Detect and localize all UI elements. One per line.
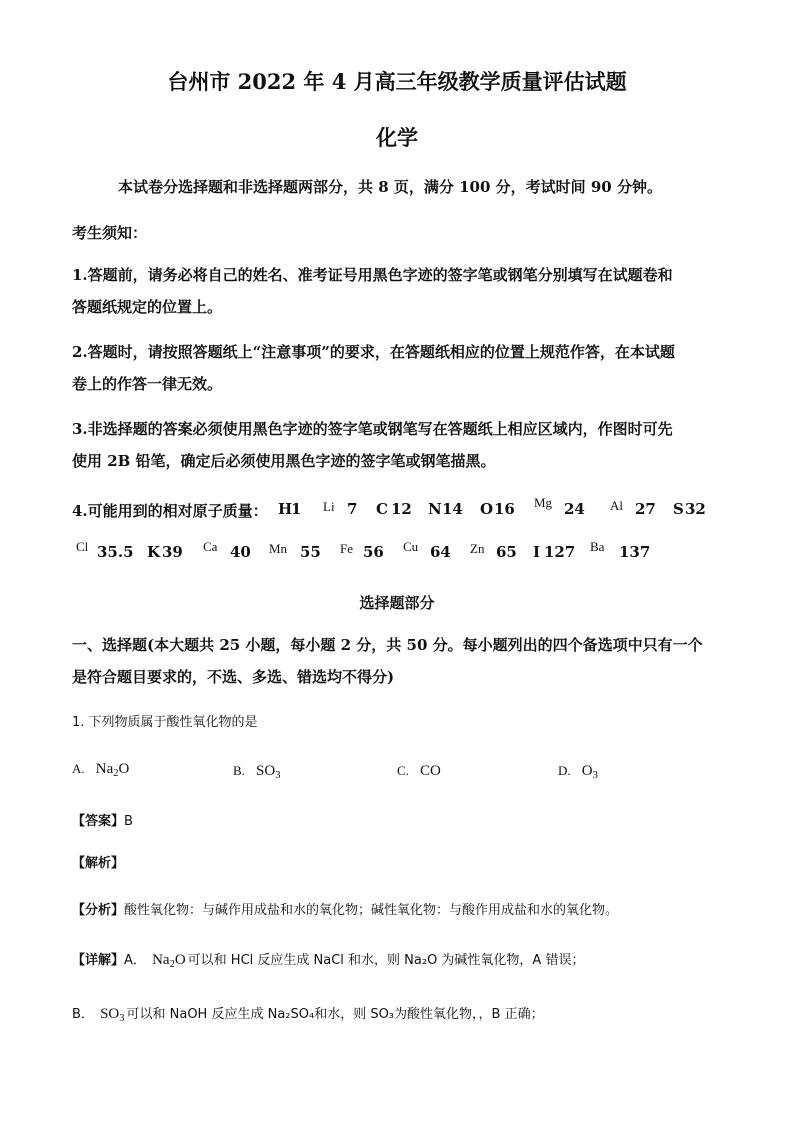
option-letter: C. [397, 763, 409, 778]
notice-heading: 考生须知： [72, 224, 148, 242]
element-symbol: C [376, 500, 388, 518]
option-c [397, 760, 441, 780]
part-instructions-line-2: 是符合题目要求的，不选、多选、错选均不得分) [72, 668, 395, 686]
element-mass: 14 [442, 500, 463, 518]
element-symbol: Ca [203, 539, 218, 554]
element-symbol: Al [610, 498, 623, 513]
element-mass: 40 [230, 543, 251, 561]
element-symbol: H [278, 500, 293, 518]
option-letter: A. [72, 761, 85, 776]
element-symbol: O [480, 500, 494, 518]
xiangjie-b-text: 可以和 NaOH 反应生成 Na₂SO₄和水，则 SO₃为酸性氧化物，，B 正确； [126, 1007, 544, 1022]
option-letter: D. [558, 763, 571, 778]
element-symbol: N [428, 500, 442, 518]
fenxi-text: 酸性氧化物：与碱作用成盐和水的氧化物；碱性氧化物：与酸作用成盐和水的氧化物。 [124, 903, 619, 918]
element-symbol: Cu [403, 539, 419, 554]
element-mass: 127 [544, 543, 576, 561]
element-symbol: Mn [269, 541, 288, 556]
part-instructions-line-1: 一、选择题(本大题共 25 小题，每小题 2 分，共 50 分。每小题列出的四个备选项中只有一个 [72, 636, 703, 654]
element-mass: 65 [496, 543, 517, 561]
element-mass: 39 [162, 543, 183, 561]
option-d [558, 760, 598, 781]
notice-item-2-line-2: 卷上的作答一律无效。 [72, 375, 223, 393]
page-title: 台州市 2022 年 4 月高三年级教学质量评估试题 [167, 69, 627, 94]
element-symbol: Fe [340, 541, 353, 556]
xiangjie-line-a [72, 949, 584, 970]
atomic-mass-prefix: 4.可能用到的相对原子质量： [72, 502, 268, 520]
element-symbol: Li [323, 499, 335, 514]
element-symbol: Zn [470, 541, 485, 556]
element-mass: 27 [635, 500, 656, 518]
option-a [72, 758, 129, 779]
analysis-tag: 【解析】 [72, 856, 125, 871]
option-formula: CO [420, 763, 441, 779]
xiangjie-line-b [72, 1003, 544, 1024]
notice-item-1-line-2: 答题纸规定的位置上。 [72, 298, 223, 316]
intro-text: 本试卷分选择题和非选择题两部分，共 8 页，满分 100 分，考试时间 90 分钟。 [118, 178, 662, 196]
notice-item-2-line-1: 2.答题时，请按照答题纸上“注意事项”的要求，在答题纸相应的位置上规范作答，在本试题 [72, 343, 675, 361]
element-symbol: I [533, 543, 541, 561]
subject-title: 化学 [376, 125, 418, 150]
xiangjie-a-prefix: A． [124, 953, 146, 968]
option-b [233, 760, 280, 781]
element-mass: 1 [291, 500, 302, 518]
element-mass: 35.5 [97, 543, 134, 561]
xiangjie-a-text: 可以和 HCl 反应生成 NaCl 和水，则 Na₂O 为碱性氧化物，A 错误； [187, 953, 585, 968]
section-heading: 选择题部分 [359, 594, 435, 612]
element-symbol: Cl [76, 539, 89, 554]
element-mass: 7 [347, 500, 358, 518]
question-1-stem: 1. 下列物质属于酸性氧化物的是 [72, 715, 258, 730]
element-mass: 64 [430, 543, 451, 561]
element-mass: 55 [300, 543, 321, 561]
notice-item-3-line-2: 使用 2B 铅笔，确定后必须使用黑色字迹的签字笔或钢笔描黑。 [72, 452, 496, 470]
option-formula: $O_3$ [581, 763, 598, 781]
element-mass: 12 [391, 500, 412, 518]
fenxi-line [72, 899, 618, 918]
notice-item-1-line-1: 1.答题前，请务必将自己的姓名、准考证号用黑色字迹的签字笔或钢笔分别填写在试题卷和 [72, 266, 673, 284]
element-mass: 32 [685, 500, 706, 518]
answer-line [72, 810, 133, 829]
formula-na2o: $Na_2O$ [152, 952, 186, 970]
answer-value: B [124, 814, 133, 829]
element-symbol: Mg [534, 495, 553, 510]
xiangjie-tag: 【详解】 [72, 953, 125, 968]
notice-item-3-line-1: 3.非选择题的答案必须使用黑色字迹的签字笔或钢笔写在答题纸上相应区域内，作图时可先 [72, 420, 673, 438]
formula-so3: $SO_3$ [100, 1006, 125, 1024]
answer-tag: 【答案】 [72, 814, 125, 829]
option-formula: $SO_3$ [256, 763, 281, 781]
element-mass: 56 [363, 543, 384, 561]
element-symbol: Ba [590, 539, 605, 554]
option-formula: $Na_2O$ [95, 761, 130, 779]
element-symbol: K [147, 543, 161, 561]
element-mass: 137 [619, 543, 651, 561]
element-symbol: S [673, 500, 684, 518]
xiangjie-b-prefix: B． [72, 1007, 94, 1022]
fenxi-tag: 【分析】 [72, 903, 125, 918]
option-letter: B. [233, 763, 245, 778]
element-mass: 24 [564, 500, 585, 518]
element-mass: 16 [494, 500, 515, 518]
